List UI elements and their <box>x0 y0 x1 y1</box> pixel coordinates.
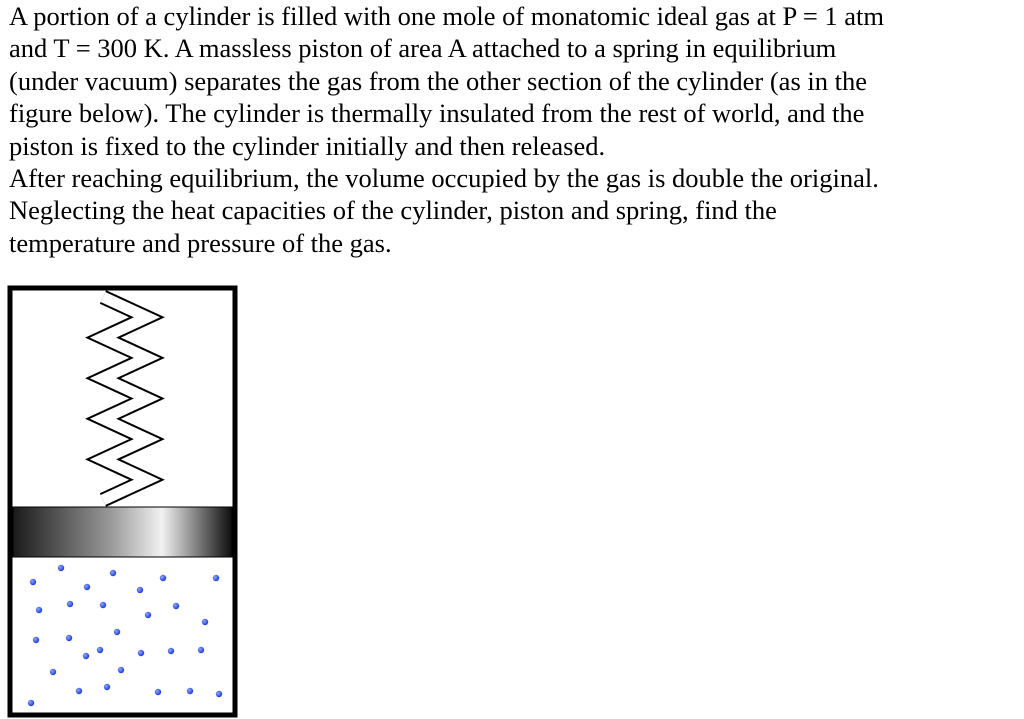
gas-molecule-icon <box>67 601 73 607</box>
gas-molecule-icon <box>216 691 222 697</box>
gas-molecule-icon <box>28 700 34 706</box>
gas-molecule-icon <box>118 667 124 673</box>
gas-molecule-icon <box>187 688 193 694</box>
gas-molecule-icon <box>104 684 110 690</box>
cylinder-diagram <box>7 285 239 719</box>
gas-molecule-icon <box>110 570 116 576</box>
gas-molecule-icon <box>173 603 179 609</box>
problem-line: and T = 300 K. A massless piston of area A attached to a spring in equilibrium <box>9 33 837 64</box>
problem-statement <box>9 0 1024 259</box>
gas-molecules <box>28 565 222 706</box>
gas-molecule-icon <box>145 612 151 618</box>
gas-molecule-icon <box>84 584 90 590</box>
problem-line: A portion of a cylinder is filled with one mole of monatomic ideal gas at P = 1 atm <box>9 1 885 31</box>
gas-molecule-icon <box>33 637 39 643</box>
piston-icon <box>13 507 232 557</box>
problem-line: figure below). The cylinder is thermally insulated from the rest of world, and the <box>9 98 865 129</box>
problem-line: temperature and pressure of the gas. <box>9 227 392 258</box>
gas-molecule-icon <box>202 619 208 625</box>
cylinder-figure <box>7 285 239 719</box>
gas-molecule-icon <box>100 602 106 608</box>
gas-molecule-icon <box>58 565 64 571</box>
gas-molecule-icon <box>155 689 161 695</box>
gas-molecule-icon <box>83 653 89 659</box>
problem-line: Neglecting the heat capacities of the cylinder, piston and spring, find the <box>9 195 777 226</box>
gas-molecule-icon <box>160 575 166 581</box>
spring-icon <box>103 297 147 500</box>
problem-line: piston is fixed to the cylinder initially and then released. <box>9 130 606 161</box>
gas-molecule-icon <box>30 579 36 585</box>
gas-molecule-icon <box>138 650 144 656</box>
gas-molecule-icon <box>168 648 174 654</box>
gas-molecule-icon <box>198 647 204 653</box>
gas-molecule-icon <box>66 635 72 641</box>
gas-molecule-icon <box>114 629 120 635</box>
gas-molecule-icon <box>76 688 82 694</box>
gas-molecule-icon <box>36 607 42 613</box>
gas-molecule-icon <box>50 669 56 675</box>
problem-line: After reaching equilibrium, the volume occupied by the gas is double the original. <box>9 163 879 194</box>
gas-molecule-icon <box>213 575 219 581</box>
gas-molecule-icon <box>97 647 103 653</box>
gas-molecule-icon <box>137 587 143 593</box>
problem-line: (under vacuum) separates the gas from the other section of the cylinder (as in the <box>9 65 867 96</box>
